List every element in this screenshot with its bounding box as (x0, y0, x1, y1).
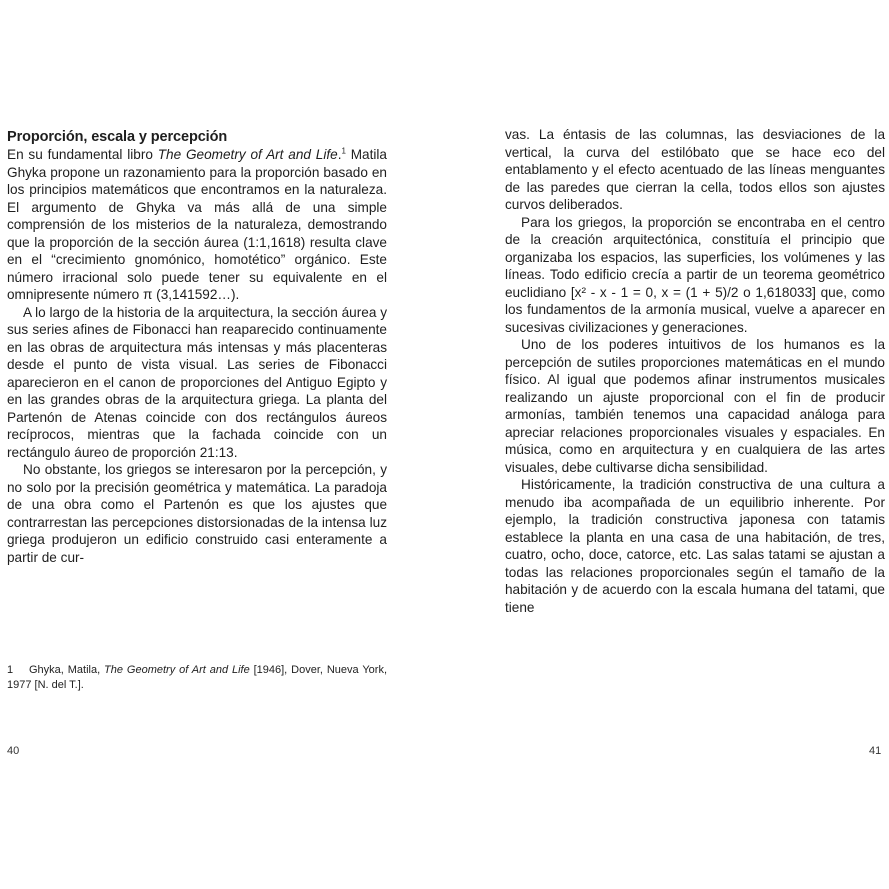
left-paragraph-3: No obstante, los griegos se interesaron por la percepción, y no solo por la precisión geométrica y matemática. La paradoja de una obra como el Partenón es que los ajustes que contrarrestan las percepciones distorsionadas de la intensa luz griega produjeron un edificio construido casi enteramente a partir de cur- (7, 462, 387, 565)
footnote-before-title: Ghyka, Matila, (29, 664, 105, 676)
book-title: The Geometry of Art and Life (157, 147, 338, 162)
left-paragraph-1 (7, 146, 387, 304)
footnote-after-title: [1946], Dover, Nueva York, 1977 [N. del T.]. (7, 664, 387, 691)
footnote-title: The Geometry of Art and Life (104, 664, 250, 676)
right-paragraph-1: vas. La éntasis de las columnas, las desviaciones de la vertical, la curva del estilóbato que se hace eco del entablamento y el efecto acentuado de las líneas menguantes de las paredes que cierran la cella, todos ellos son ajustes curvos deliberados. (505, 127, 885, 212)
left-page-number: 40 (7, 745, 20, 757)
p1-after-title: Matila Ghyka propone un razonamiento para la proporción basado en los principios matemáticos que encontramos en la naturaleza. El argumento de Ghyka va más allá de una simple comprensión de los misterios de la naturaleza, demostrando que la proporción de la sección áurea (1:1,1618) resulta clave en el “crecimiento gnomónico, homotético” orgánico. Este número irracional solo puede tener su equivalente en el omnipresente número π (3,141592…). (7, 147, 387, 302)
right-page-number: 41 (869, 745, 882, 757)
footnote-ref[interactable]: 1 (341, 146, 346, 156)
right-paragraph-4: Históricamente, la tradición constructiva de una cultura a menudo iba acompañada de un equilibrio inherente. Por ejemplo, la tradición constructiva japonesa con tatamis establece la planta en una casa de una habitación, de tres, cuatro, ocho, doce, catorce, etc. Las salas tatami se ajustan a todas las relaciones proporcionales según el tamaño de la habitación y de acuerdo con la escala humana del tatami, que tiene (505, 477, 885, 615)
right-page-column (505, 126, 885, 616)
right-paragraph-3: Uno de los poderes intuitivos de los humanos es la percepción de sutiles proporciones matemáticas en el mundo físico. Al igual que podemos afinar instrumentos musicales realizando un ajuste proporcional con el fin de producir armonías, también tenemos una capacidad análoga para apreciar relaciones proporcionales visuales y espaciales. En música, como en arquitectura y en cualquiera de las artes visuales, debe cultivarse dicha sensibilidad. (505, 337, 885, 475)
p1-before-title: En su fundamental libro (7, 147, 158, 162)
right-paragraph-2: Para los griegos, la proporción se encontraba en el centro de la creación arquitectónica, constituía el principio que organizaba los espacios, las superficies, los volúmenes y las líneas. Todo edificio crecía a partir de un teorema geométrico euclidiano [x² - x - 1 = 0, x = (1 + 5)/2 o 1,618033] que, como los fundamentos de la armonía musical, vuelve a aparecer en sucesivas civilizaciones y generaciones. (505, 214, 885, 335)
left-page-column (7, 128, 387, 566)
left-paragraph-2: A lo largo de la historia de la arquitectura, la sección áurea y sus series afines de Fibonacci han reaparecido continuamente en las obras de arquitectura más intensas y más placenteras desde el punto de vista visual. Las series de Fibonacci aparecieron en el canon de proporciones del Antiguo Egipto y en las grandes obras de la arquitectura griega. La planta del Partenón de Atenas coincide con dos rectángulos áureos recíprocos, mientras que la fachada coincide con un rectángulo áureo de proporción 21:13. (7, 304, 387, 460)
section-heading: Proporción, escala y percepción (7, 129, 228, 145)
footnote (7, 663, 387, 692)
p1-period: . (337, 147, 342, 162)
footnote-number: 1 (7, 664, 14, 676)
